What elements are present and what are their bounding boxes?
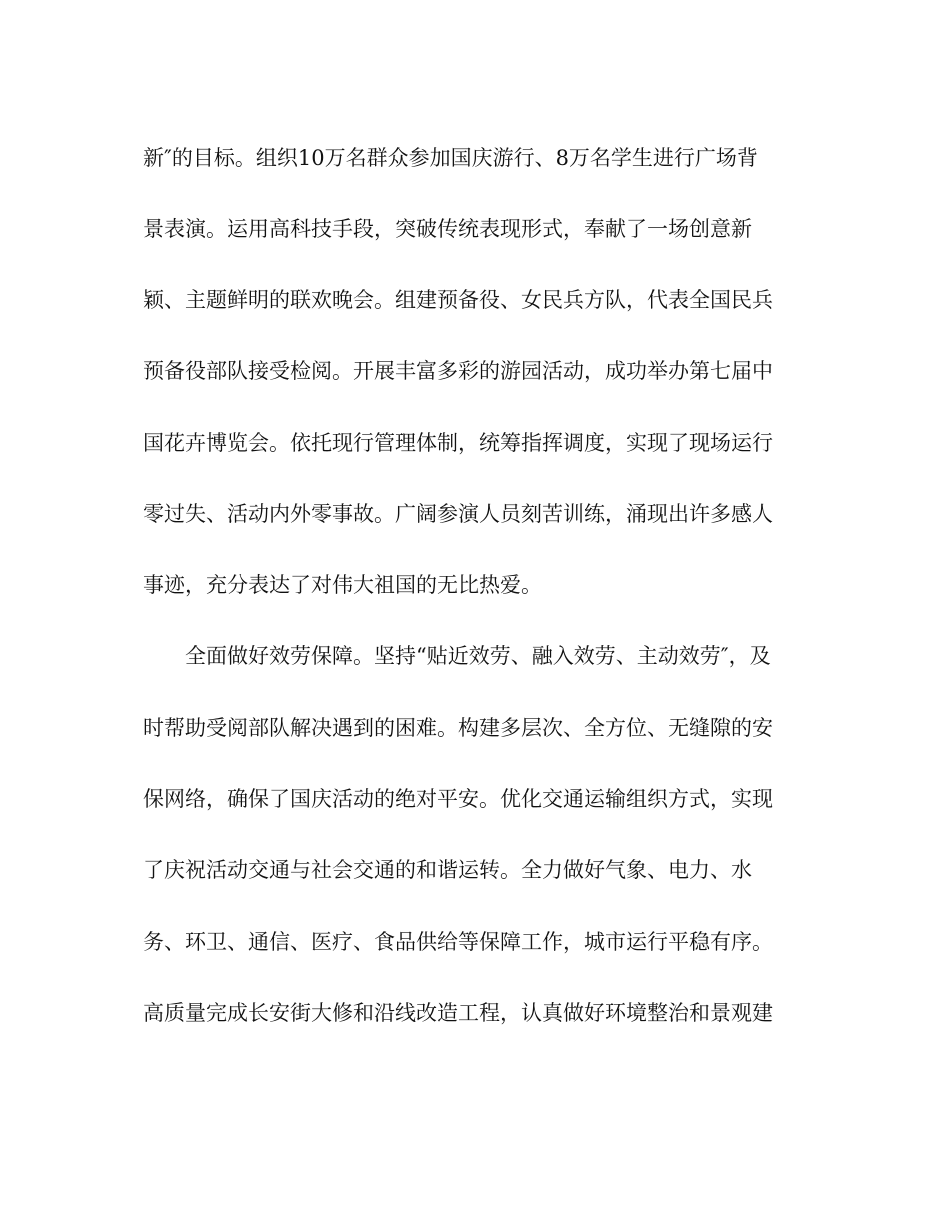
text-line: 景表演。运用高科技手段，突破传统表现形式，奉献了一场创意新 [143,217,752,241]
text-line: 零过失、活动内外零事故。广阔参演人员刻苦训练，涌现出许多感人 [143,502,773,526]
text-line: 务、环卫、通信、医疗、食品供给等保障工作，城市运行平稳有序。 [143,930,773,954]
text-line: 预备役部队接受检阅。开展丰富多彩的游园活动，成功举办第七届中 [143,359,773,383]
text-line: 颖、主题鲜明的联欢晚会。组建预备役、女民兵方队，代表全国民兵 [143,288,773,312]
text-line: 国花卉博览会。依托现行管理体制，统筹指挥调度，实现了现场运行 [143,431,773,455]
text-line: 了庆祝活动交通与社会交通的和谐运转。全力做好气象、电力、水 [143,858,752,882]
text-line: 高质量完成长安街大修和沿线改造工程，认真做好环境整治和景观建 [143,1001,773,1025]
text-line: 全面做好效劳保障。坚持“贴近效劳、融入效劳、主动效劳″，及 [185,644,771,668]
text-line: 事迹，充分表达了对伟大祖国的无比热爱。 [143,573,542,597]
text-line: 时帮助受阅部队解决遇到的困难。构建多层次、全方位、无缝隙的安 [143,716,773,740]
text-line: 新″的目标。组织10万名群众参加国庆游行、8万名学生进行广场背 [143,146,758,170]
text-line: 保网络，确保了国庆活动的绝对平安。优化交通运输组织方式，实现 [143,787,773,811]
